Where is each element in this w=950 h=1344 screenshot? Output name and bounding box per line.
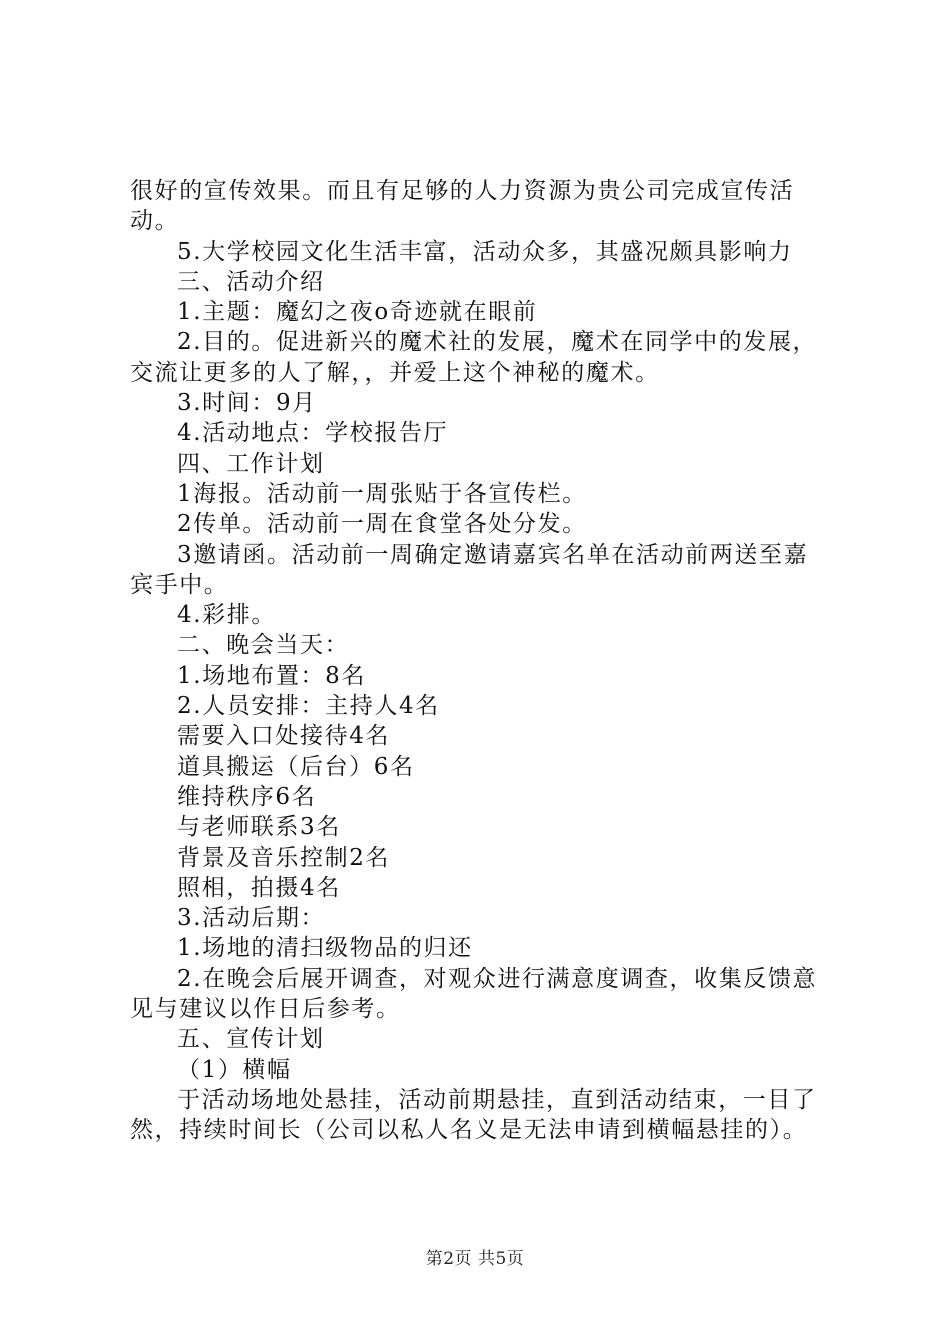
document-body bbox=[130, 176, 830, 1146]
section-heading: 二、晚会当天： bbox=[177, 632, 350, 659]
paragraph: 照相，拍摄4名 bbox=[177, 874, 341, 901]
paragraph: 1.场地布置：8名 bbox=[177, 662, 366, 689]
paragraph: 道具搬运（后台）6名 bbox=[177, 753, 415, 780]
paragraph: 1海报。活动前一周张贴于各宣传栏。 bbox=[177, 480, 587, 507]
paragraph: 2.目的。促进新兴的魔术社的发展，魔术在同学中的发展，交流让更多的人了解，，并爱上这个神秘的魔术。 bbox=[130, 329, 818, 386]
section-heading: 三、活动介绍 bbox=[177, 268, 325, 295]
subsection-heading: （1）横幅 bbox=[177, 1056, 292, 1083]
paragraph: 1.主题：魔幻之夜o奇迹就在眼前 bbox=[177, 299, 538, 326]
paragraph: 与老师联系3名 bbox=[177, 814, 341, 841]
paragraph: 2.人员安排：主持人4名 bbox=[177, 693, 440, 720]
paragraph: 2.在晚会后展开调查，对观众进行满意度调查，收集反馈意见与建议以作日后参考。 bbox=[130, 965, 818, 1023]
section-heading: 四、工作计划 bbox=[177, 450, 325, 477]
paragraph: 4.彩排。 bbox=[177, 602, 276, 629]
page-footer: 第2页 共5页 bbox=[425, 1249, 525, 1269]
paragraph: 3.时间：9月 bbox=[177, 390, 317, 417]
paragraph: 3.活动后期： bbox=[177, 905, 326, 932]
paragraph: 需要入口处接待4名 bbox=[177, 723, 391, 750]
paragraph: 2传单。活动前一周在食堂各处分发。 bbox=[177, 511, 587, 538]
paragraph: 背景及音乐控制2名 bbox=[177, 844, 391, 871]
paragraph: 于活动场地处悬挂，活动前期悬挂，直到活动结束，一目了然，持续时间长（公司以私人名义是无法申请到横幅悬挂的）。 bbox=[130, 1086, 817, 1144]
section-heading: 五、宣传计划 bbox=[177, 1026, 325, 1053]
paragraph: 4.活动地点：学校报告厅 bbox=[177, 420, 449, 447]
paragraph: 维持秩序6名 bbox=[177, 783, 317, 810]
paragraph: 很好的宣传效果。而且有足够的人力资源为贵公司完成宣传活动。 bbox=[130, 178, 795, 235]
paragraph: 1.场地的清扫级物品的归还 bbox=[177, 935, 473, 962]
paragraph: 5.大学校园文化生活丰富，活动众多，其盛况颇具影响力 bbox=[177, 238, 793, 265]
paragraph: 3邀请函。活动前一周确定邀请嘉宾名单在活动前两送至嘉宾手中。 bbox=[130, 541, 809, 598]
